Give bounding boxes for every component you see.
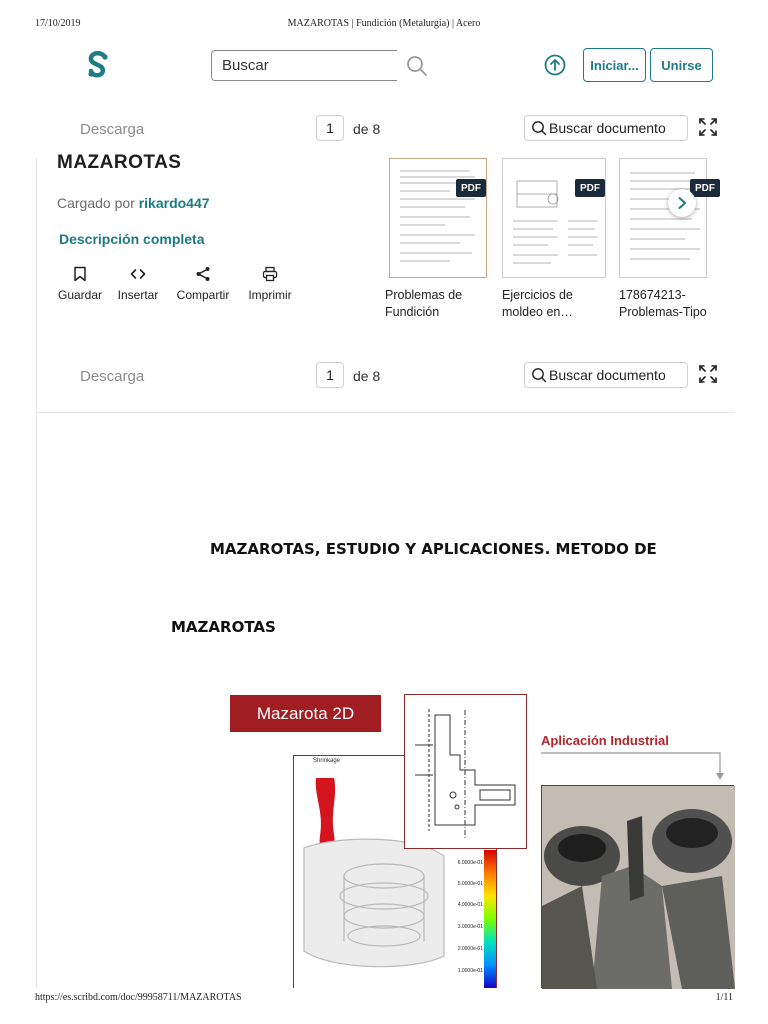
share-icon: [195, 266, 211, 282]
industrial-application-label: Aplicación Industrial: [541, 733, 669, 748]
share-label: Compartir: [176, 288, 230, 302]
print-page-number: 1/11: [715, 992, 733, 1003]
uploader-link[interactable]: rikardo447: [138, 195, 210, 211]
related-document-caption[interactable]: 178674213-Problemas-Tipo: [619, 288, 707, 319]
scribd-logo-icon[interactable]: [84, 50, 112, 82]
print-title: MAZAROTAS | Fundición (Metalurgia) | Acero: [287, 18, 481, 29]
save-button[interactable]: [56, 266, 104, 302]
embed-button[interactable]: [115, 266, 161, 302]
related-document-thumbnail[interactable]: [389, 158, 487, 278]
chevron-right-icon: [676, 196, 688, 210]
join-button[interactable]: Unirse: [650, 48, 713, 82]
save-label: Guardar: [57, 288, 103, 302]
upload-icon[interactable]: [543, 53, 567, 77]
document-title: MAZAROTAS: [57, 152, 182, 173]
legend-tick: 6.0000e-01: [457, 860, 483, 866]
legend-tick: 2.0000e-01: [457, 946, 483, 952]
arrow-down-icon: [541, 752, 727, 782]
technical-drawing: [405, 695, 528, 850]
document-toolbar: [0, 111, 768, 151]
related-document-caption[interactable]: Ejercicios de moldeo en…: [502, 288, 573, 319]
search-icon[interactable]: [405, 54, 429, 78]
document-toolbar-secondary: [0, 358, 768, 398]
printer-icon: [262, 266, 278, 282]
legend-tick: 5.0000e-01: [457, 881, 483, 887]
document-search-input[interactable]: [524, 115, 688, 141]
document-search-label: Buscar documento: [549, 120, 666, 136]
search-input[interactable]: [211, 50, 397, 81]
carousel-next-button[interactable]: [668, 189, 696, 217]
pdf-badge: PDF: [690, 179, 720, 197]
document-search-label: Buscar documento: [549, 367, 666, 383]
page-number-input[interactable]: 1: [316, 115, 344, 141]
related-document-thumbnail[interactable]: [502, 158, 606, 278]
legend-tick: 1.0000e-01: [457, 968, 483, 974]
download-button[interactable]: Descarga: [80, 121, 145, 138]
page-count: de 8: [353, 368, 381, 384]
fullscreen-icon[interactable]: [698, 117, 718, 137]
industrial-photo: [541, 785, 734, 988]
pdf-badge: PDF: [575, 179, 605, 197]
pdf-badge: PDF: [456, 179, 486, 197]
cast-parts-photo: [542, 786, 735, 989]
embed-label: Insertar: [117, 288, 159, 302]
share-button[interactable]: [173, 266, 233, 302]
fullscreen-icon[interactable]: [698, 364, 718, 384]
embed-icon: [130, 266, 146, 282]
figure-banner: Mazarota 2D: [230, 695, 381, 732]
download-button[interactable]: Descarga: [80, 368, 145, 385]
uploaded-by-prefix: Cargado por: [57, 195, 135, 211]
search-icon: [531, 367, 547, 383]
print-url: https://es.scribd.com/doc/99958711/MAZAROTAS: [35, 992, 242, 1003]
legend-tick: 3.0000e-01: [457, 924, 483, 930]
login-button[interactable]: Iniciar...: [583, 48, 646, 82]
document-page-preview: [390, 159, 488, 279]
full-description-link[interactable]: Descripción completa: [59, 231, 205, 247]
document-heading: MAZAROTAS, ESTUDIO Y APLICACIONES. METODO DE: [210, 540, 657, 558]
color-scale-legend: [484, 850, 496, 988]
related-document-caption[interactable]: Problemas de Fundición: [385, 288, 463, 319]
shrinkage-label: Shrinkage: [313, 758, 341, 764]
document-search-input[interactable]: [524, 362, 688, 388]
legend-tick: 4.0000e-01: [457, 902, 483, 908]
document-subheading: MAZAROTAS: [171, 618, 276, 636]
document-page-preview: [620, 159, 708, 279]
related-document-thumbnail[interactable]: [619, 158, 715, 278]
uploaded-by: [57, 195, 210, 211]
page-number-input[interactable]: 1: [316, 362, 344, 388]
document-page-preview: [503, 159, 607, 279]
search-icon: [531, 120, 547, 136]
technical-drawing-figure: [404, 694, 527, 849]
bookmark-icon: [73, 266, 87, 282]
print-button[interactable]: [245, 266, 295, 302]
print-date: 17/10/2019: [35, 18, 81, 29]
print-label: Imprimir: [248, 288, 292, 302]
page-count: de 8: [353, 121, 381, 137]
